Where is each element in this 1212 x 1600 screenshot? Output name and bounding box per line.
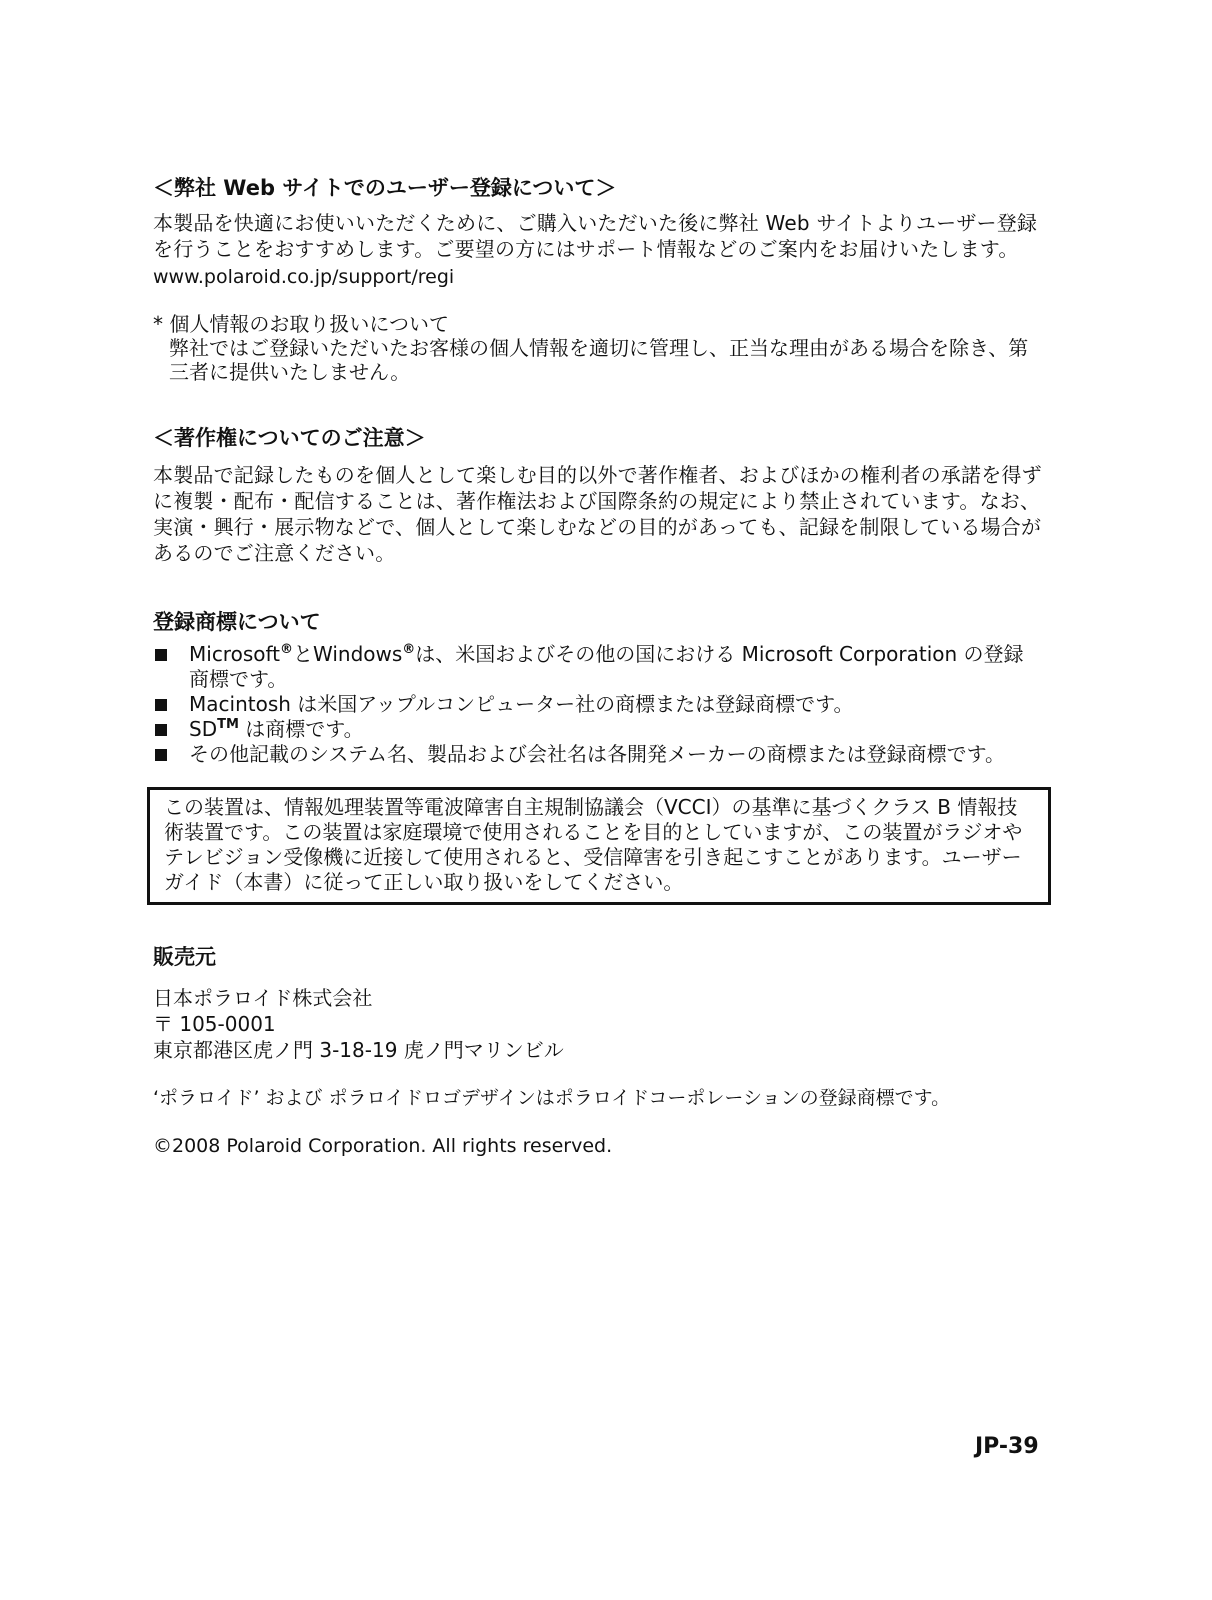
- vcci-notice-box: [147, 787, 1051, 905]
- square-bullet-icon: [155, 749, 167, 761]
- list-item: [153, 742, 1043, 767]
- registered-mark: ®: [402, 642, 416, 657]
- web-registration-body: 本製品を快適にお使いいただくために、ご購入いただいた後に弊社 Web サイトよりユーザー登録を行うことをおすすめします。ご要望の方にはサポート情報などのご案内をお届けいたします。: [153, 211, 1038, 261]
- distributor-postal-code: 〒 105-0001: [153, 1012, 276, 1036]
- copyright-heading: ＜著作権についてのご注意＞: [153, 426, 426, 450]
- page-number: JP-39: [975, 1434, 1039, 1459]
- trademark-mark: TM: [217, 717, 239, 732]
- square-bullet-icon: [155, 649, 167, 661]
- web-registration-heading: ＜弊社 Web サイトでのユーザー登録について＞: [153, 176, 617, 200]
- registered-mark: ®: [280, 642, 294, 657]
- privacy-note-body: 弊社ではご登録いただいたお客様の個人情報を適切に管理し、正当な理由がある場合を除き、第三者に提供いたしません。: [169, 336, 1029, 384]
- distributor-heading: 販売元: [153, 945, 216, 969]
- other-trademarks-text: その他記載のシステム名、製品および会社名は各開発メーカーの商標または登録商標です。: [189, 742, 1005, 766]
- square-bullet-icon: [155, 724, 167, 736]
- windows-text: とWindows: [293, 642, 403, 666]
- microsoft-trademark-text: は、米国およびその他の国における Microsoft Corporation の登録商標です。: [189, 642, 1024, 691]
- microsoft-text: Microsoft: [189, 642, 281, 666]
- square-bullet-icon: [155, 699, 167, 711]
- copyright-line: ©2008 Polaroid Corporation. All rights reserved.: [153, 1135, 613, 1157]
- page-content: [153, 174, 1043, 1159]
- list-item: [153, 642, 1043, 692]
- list-item: [153, 692, 1043, 717]
- copyright-body: 本製品で記録したものを個人として楽しむ目的以外で著作権者、およびほかの権利者の承諾を得ずに複製・配布・配信することは、著作権法および国際条約の規定により禁止されています。なお、実演・興行・展示物などで、個人として楽しむなどの目的があっても、記録を制限している場合があるのでご注意ください。: [153, 463, 1042, 565]
- vcci-notice-text: この装置は、情報処理装置等電波障害自主規制協議会（VCCI）の基準に基づくクラス B 情報技術装置です。この装置は家庭環境で使用されることを目的としていますが、この装置がラジオやテレビジョン受像機に近接して使用されると、受信障害を引き起こすことがあります。ユーザーガイド（本書）に従って正しい取り扱いをしてください。: [164, 795, 1023, 894]
- sd-text: SD: [189, 717, 218, 741]
- list-item: [153, 717, 1043, 742]
- distributor-address: 東京都港区虎ノ門 3-18-19 虎ノ門マリンビル: [153, 1038, 564, 1062]
- brand-trademark-notice: ‘ポラロイド’ および ポラロイドロゴデザインはポラロイドコーポレーションの登録商標です。: [153, 1087, 951, 1109]
- distributor-company: 日本ポラロイド株式会社: [153, 986, 373, 1010]
- trademark-list: [153, 642, 1043, 767]
- sd-trademark-text: は商標です。: [238, 717, 364, 741]
- macintosh-trademark-text: Macintosh は米国アップルコンピューター社の商標または登録商標です。: [189, 692, 854, 716]
- privacy-note-title: * 個人情報のお取り扱いについて: [153, 312, 449, 336]
- registration-url: www.polaroid.co.jp/support/regi: [153, 266, 455, 288]
- trademarks-heading: 登録商標について: [153, 610, 321, 634]
